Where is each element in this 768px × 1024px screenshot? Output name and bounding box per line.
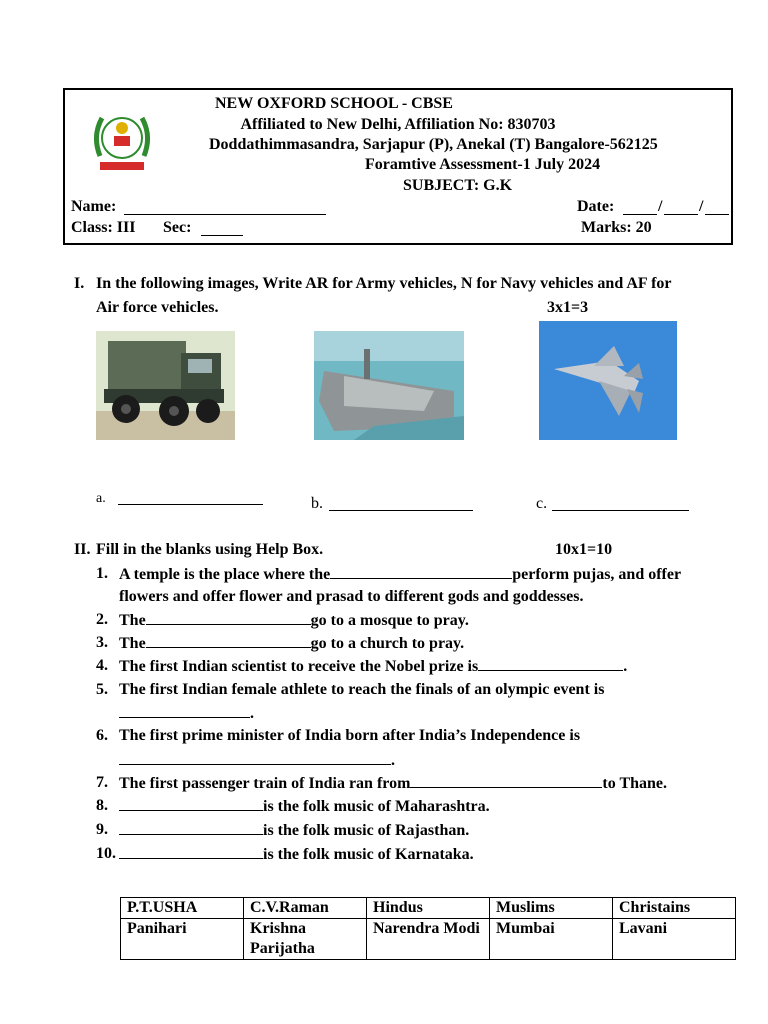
q7-blank[interactable] [410, 773, 602, 788]
q10-text-b: is the folk music of Karnataka. [263, 846, 474, 863]
q8-text [119, 796, 490, 817]
q3-text [119, 633, 464, 654]
q9-text [119, 820, 469, 841]
q5-blank[interactable] [119, 703, 250, 718]
q9-number: 9. [96, 821, 108, 838]
q7-text-b: to Thane. [602, 775, 668, 792]
date-month-field[interactable] [664, 200, 698, 215]
section2-title: Fill in the blanks using Help Box. [96, 541, 324, 558]
affiliation-line: Affiliated to New Delhi, Affiliation No: 830703 [240, 116, 556, 133]
fighter-jet-image [539, 321, 677, 440]
help-cell: Narendra Modi [367, 919, 490, 960]
date-year-field[interactable] [705, 200, 729, 215]
q6-text: The first prime minister of India born after India’s Independence is [119, 727, 581, 744]
assessment-line: Foramtive Assessment-1 July 2024 [365, 156, 601, 173]
q10-number: 10. [96, 845, 116, 862]
q4-text-a: The first Indian scientist to receive the Nobel prize is [119, 658, 479, 675]
q3-blank[interactable] [146, 633, 311, 648]
q2-text-b: go to a mosque to pray. [310, 612, 469, 629]
answer-label-a: a. [96, 491, 106, 506]
section1-roman: I. [74, 275, 85, 292]
q10-text [119, 844, 474, 865]
q3-number: 3. [96, 634, 108, 651]
date-slash-1: / [658, 198, 663, 215]
q1-text-b: perform pujas, and offer [512, 566, 682, 583]
help-cell: Muslims [490, 898, 613, 919]
answer-label-c: c. [536, 495, 548, 512]
q5-text: The first Indian female athlete to reach the finals of an olympic event is [119, 681, 605, 698]
q5-answer-line [119, 703, 254, 724]
header-box [63, 88, 733, 245]
q9-blank[interactable] [119, 820, 263, 835]
help-box-row-1 [121, 898, 736, 919]
q2-text-a: The [119, 612, 146, 629]
class-label: Class: III [71, 219, 136, 236]
q8-text-b: is the folk music of Maharashtra. [263, 798, 490, 815]
help-cell: Panihari [121, 919, 244, 960]
section1-instruction-line1: In the following images, Write AR for Army vehicles, N for Navy vehicles and AF for [96, 275, 672, 292]
address-line: Doddathimmasandra, Sarjapur (P), Anekal (T) Bangalore-562125 [209, 136, 658, 153]
sec-field[interactable] [201, 221, 243, 236]
subject-line: SUBJECT: G.K [403, 177, 513, 194]
marks-label: Marks: 20 [581, 219, 652, 236]
answer-b-field[interactable] [329, 496, 473, 511]
q1-text-cont: flowers and offer flower and prasad to different gods and goddesses. [119, 588, 584, 605]
answer-label-b: b. [311, 495, 323, 512]
q5-number: 5. [96, 681, 108, 698]
q1-text-a: A temple is the place where the [119, 566, 331, 583]
name-field[interactable] [124, 200, 326, 215]
date-day-field[interactable] [623, 200, 657, 215]
help-cell: Mumbai [490, 919, 613, 960]
help-cell: C.V.Raman [244, 898, 367, 919]
q2-number: 2. [96, 611, 108, 628]
q4-text [119, 656, 627, 677]
date-slash-2: / [699, 198, 704, 215]
q6-blank[interactable] [119, 750, 391, 765]
section1-marks: 3x1=3 [547, 299, 589, 316]
q3-text-a: The [119, 635, 146, 652]
q2-text [119, 610, 469, 631]
help-box-table [120, 897, 736, 960]
q1-text [119, 564, 681, 585]
q6-answer-line [119, 750, 395, 771]
answer-a-field[interactable] [118, 490, 263, 505]
help-cell: Lavani [613, 919, 736, 960]
school-name: NEW OXFORD SCHOOL - CBSE [215, 95, 453, 112]
q10-blank[interactable] [119, 844, 263, 859]
name-label: Name: [71, 198, 117, 215]
q4-text-b: . [623, 658, 628, 675]
answer-c-field[interactable] [552, 496, 689, 511]
q6-number: 6. [96, 727, 108, 744]
q4-number: 4. [96, 657, 108, 674]
section2-marks: 10x1=10 [555, 541, 613, 558]
q6-text-b: . [391, 752, 395, 769]
help-cell: Hindus [367, 898, 490, 919]
sec-label: Sec: [163, 219, 192, 236]
help-cell: P.T.USHA [121, 898, 244, 919]
army-truck-image [96, 331, 235, 440]
q4-blank[interactable] [478, 656, 623, 671]
q9-text-b: is the folk music of Rajasthan. [263, 822, 470, 839]
help-cell: Christains [613, 898, 736, 919]
q7-number: 7. [96, 774, 108, 791]
help-box-row-2 [121, 919, 736, 960]
navy-ship-image [314, 331, 464, 440]
date-label: Date: [577, 198, 615, 215]
q7-text-a: The first passenger train of India ran from [119, 775, 411, 792]
q3-text-b: go to a church to pray. [310, 635, 465, 652]
q1-number: 1. [96, 565, 108, 582]
q7-text [119, 773, 667, 794]
q5-text-b: . [250, 705, 254, 722]
q1-blank[interactable] [330, 564, 512, 579]
section2-roman: II. [74, 541, 91, 558]
q2-blank[interactable] [146, 610, 311, 625]
q8-number: 8. [96, 797, 108, 814]
q8-blank[interactable] [119, 796, 263, 811]
section1-instruction-line2: Air force vehicles. [96, 299, 219, 316]
help-cell: Krishna Parijatha [244, 919, 367, 960]
